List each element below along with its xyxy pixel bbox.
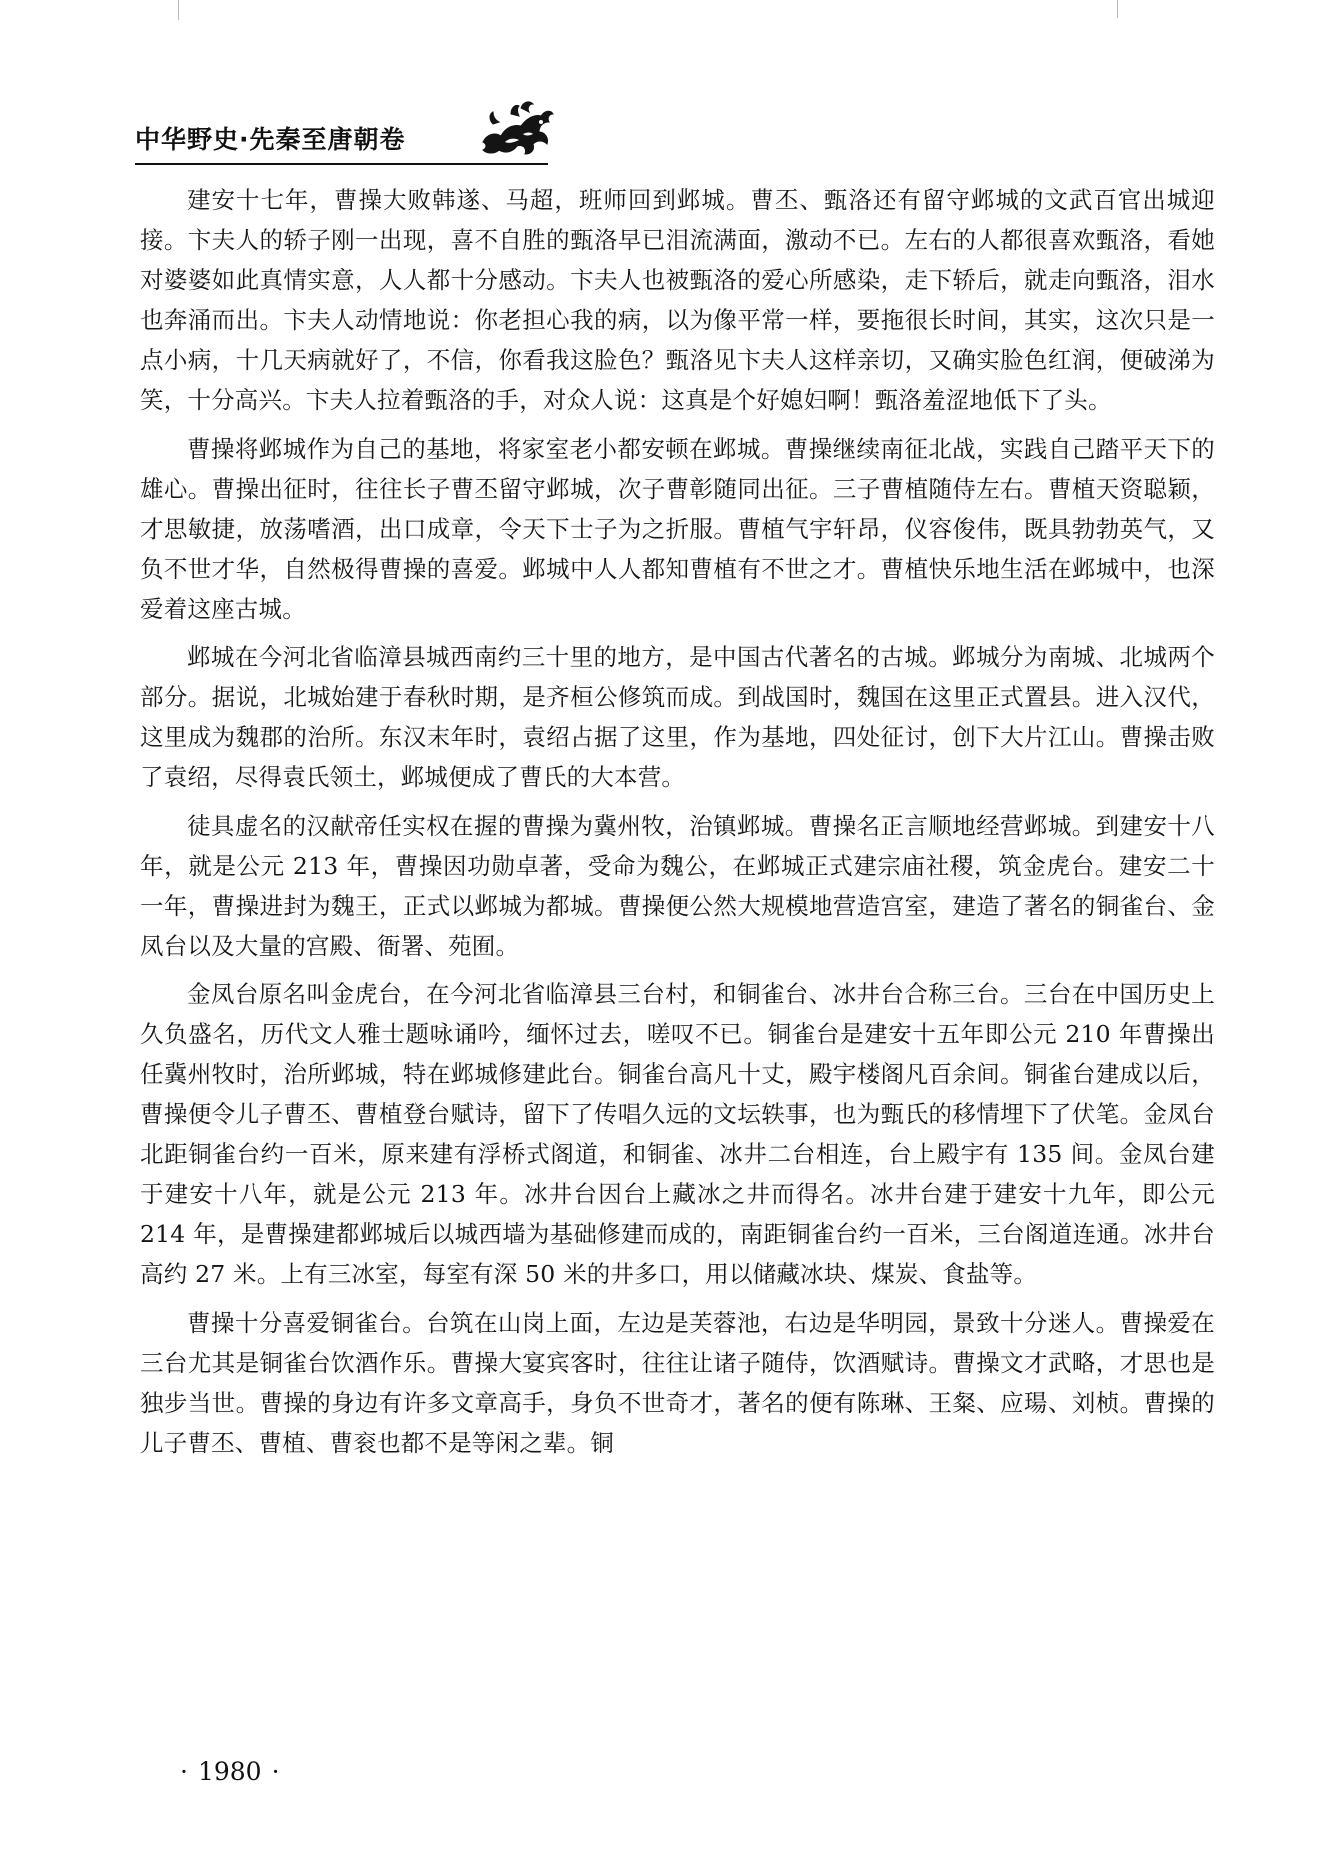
page-number xyxy=(170,1757,290,1786)
crop-mark-top-right xyxy=(1117,0,1118,18)
body-text xyxy=(140,180,1215,1471)
page-number-value: 1980 xyxy=(197,1757,262,1786)
paragraph: 徒具虚名的汉献帝任实权在握的曹操为冀州牧，治镇邺城。曹操名正言顺地经营邺城。到建安十八年，就是公元 213 年，曹操因功勋卓著，受命为魏公，在邺城正式建宗庙社稷，筑金虎台。建安二十一年，曹操进封为魏王，正式以邺城为都城。曹操便公然大规模地营造宫室，建造了著名的铜雀台、金凤台以及大量的宫殿、衙署、苑囿。 xyxy=(140,811,1215,960)
paragraph: 金凤台原名叫金虎台，在今河北省临漳县三台村，和铜雀台、冰井台合称三台。三台在中国历史上久负盛名，历代文人雅士题咏诵吟，缅怀过去，嗟叹不已。铜雀台是建安十五年即公元 210 年曹操出任冀州牧时，治所邺城，特在邺城修建此台。铜雀台高凡十丈，殿宇楼阁凡百余间。铜雀台建成以后，曹操便令儿子曹丕、曹植登台赋诗，留下了传唱久远的文坛轶事，也为甄氏的移情埋下了伏笔。金凤台北距铜雀台约一百米，原来建有浮桥式阁道，和铜雀、冰井二台相连，台上殿宇有 135 间。金凤台建于建安十八年，就是公元 213 年。冰井台因台上藏冰之井而得名。冰井台建于建安十九年，即公元 214 年，是曹操建都邺城后以城西墙为基础修建而成的，南距铜雀台约一百米，三台阁道连通。冰井台高约 27 米。上有三冰室，每室有深 50 米的井多口，用以储藏冰块、煤炭、食盐等。 xyxy=(140,980,1215,1288)
paragraph: 曹操十分喜爱铜雀台。台筑在山岗上面，左边是芙蓉池，右边是华明园，景致十分迷人。曹操爱在三台尤其是铜雀台饮酒作乐。曹操大宴宾客时，往往让诸子随侍，饮酒赋诗。曹操文才武略，才思也是独步当世。曹操的身边有许多文章高手，身负不世奇才，著名的便有陈琳、王粲、应瑒、刘桢。曹操的儿子曹丕、曹植、曹衮也都不是等闲之辈。铜 xyxy=(140,1308,1215,1457)
crop-mark-top-left xyxy=(178,0,179,20)
header-rule xyxy=(135,163,548,165)
folio-dot-right: · xyxy=(271,1757,280,1786)
folio-dot-left: · xyxy=(180,1757,188,1786)
dragon-emblem-icon xyxy=(477,98,555,158)
running-header xyxy=(135,98,550,162)
book-title: 中华野史·先秦至唐朝卷 xyxy=(135,125,406,154)
paragraph: 建安十七年，曹操大败韩遂、马超，班师回到邺城。曹丕、甄洛还有留守邺城的文武百官出城迎接。卞夫人的轿子刚一出现，喜不自胜的甄洛早已泪流满面，激动不已。左右的人都很喜欢甄洛，看她对婆婆如此真情实意，人人都十分感动。卞夫人也被甄洛的爱心所感染，走下轿后，就走向甄洛，泪水也奔涌而出。卞夫人动情地说：你老担心我的病，以为像平常一样，要拖很长时间，其实，这次只是一点小病，十几天病就好了，不信，你看我这脸色？甄洛见卞夫人这样亲切，又确实脸色红润，便破涕为笑，十分高兴。卞夫人拉着甄洛的手，对众人说：这真是个好媳妇啊！甄洛羞涩地低下了头。 xyxy=(140,186,1215,414)
paragraph: 邺城在今河北省临漳县城西南约三十里的地方，是中国古代著名的古城。邺城分为南城、北城两个部分。据说，北城始建于春秋时期，是齐桓公修筑而成。到战国时，魏国在这里正式置县。进入汉代，这里成为魏郡的治所。东汉末年时，袁绍占据了这里，作为基地，四处征讨，创下大片江山。曹操击败了袁绍，尽得袁氏领土，邺城便成了曹氏的大本营。 xyxy=(140,643,1215,791)
paragraph: 曹操将邺城作为自己的基地，将家室老小都安顿在邺城。曹操继续南征北战，实践自己踏平天下的雄心。曹操出征时，往往长子曹丕留守邺城，次子曹彰随同出征。三子曹植随侍左右。曹植天资聪颖，才思敏捷，放荡嗜酒，出口成章，令天下士子为之折服。曹植气宇轩昂，仪容俊伟，既具勃勃英气，又负不世才华，自然极得曹操的喜爱。邺城中人人都知曹植有不世之才。曹植快乐地生活在邺城中，也深爱着这座古城。 xyxy=(140,434,1215,623)
